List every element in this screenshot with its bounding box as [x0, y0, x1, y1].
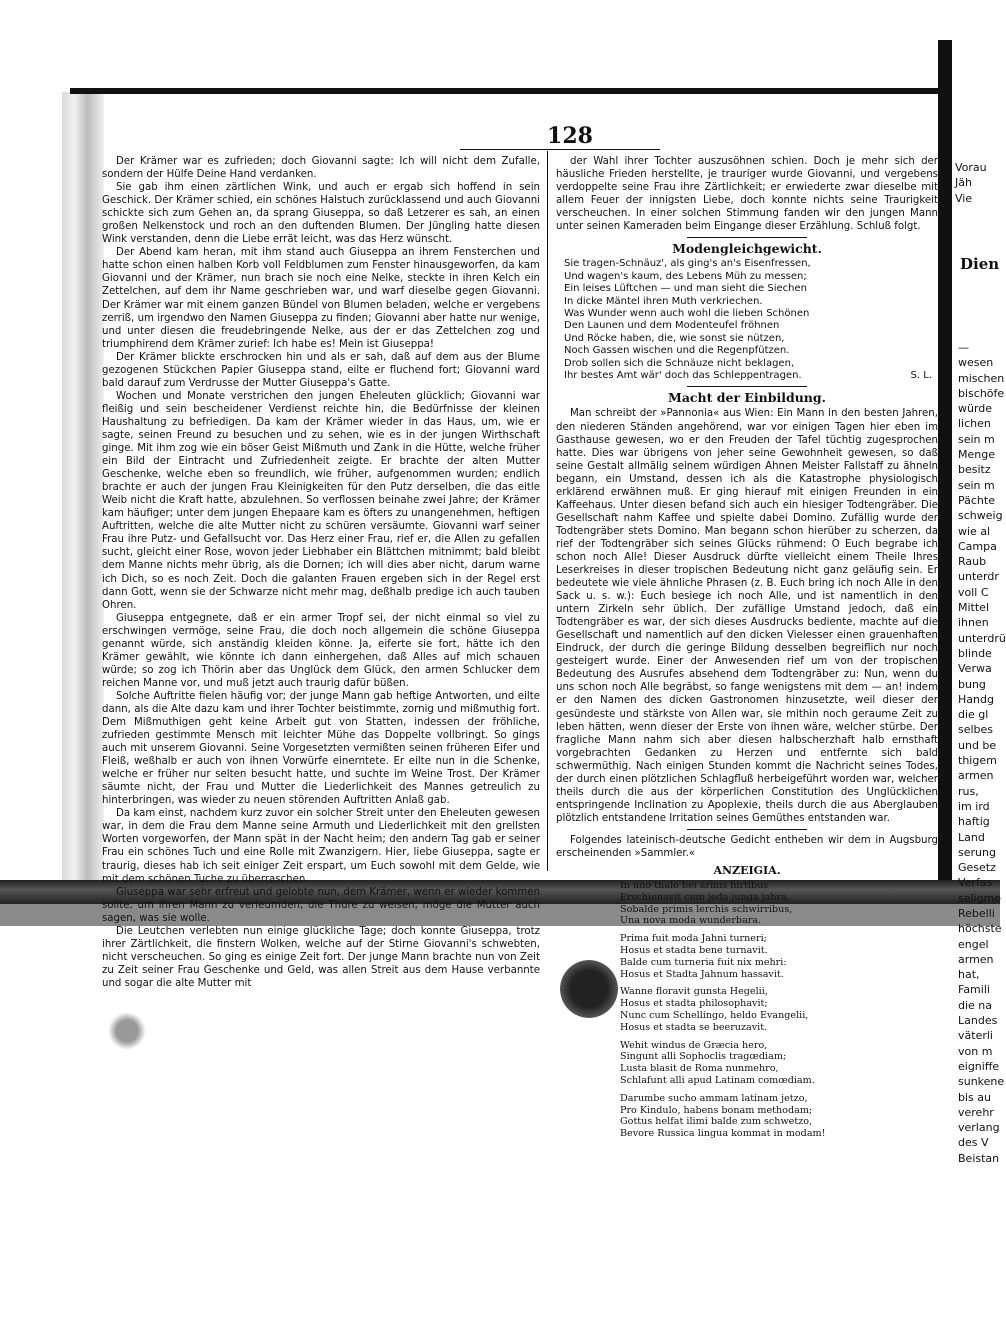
- page-gutter: [938, 40, 952, 920]
- fragment-line: Campa: [958, 539, 997, 553]
- fragment-line: sein m: [958, 478, 995, 492]
- next-page-fragment-body: [958, 340, 1006, 1166]
- fragment-line: verehr: [958, 1105, 994, 1119]
- fragment-line: Handg: [958, 692, 994, 706]
- fragment-line: engel: [958, 937, 989, 951]
- fragment-line: besitz: [958, 463, 991, 477]
- latin-stanza: [620, 1093, 938, 1140]
- fragment-line: blinde: [958, 646, 992, 660]
- fragment-line: von m: [958, 1044, 993, 1058]
- latin-line: Balde cum turneria fuit nix mehri:: [620, 956, 787, 968]
- latin-line: Hosus et stadta philosophavit;: [620, 998, 768, 1010]
- fragment-line: Menge: [958, 448, 995, 462]
- fragment-line: bis au: [958, 1090, 991, 1104]
- latin-line: Schlafunt alli apud Latinam comœdiam.: [620, 1075, 815, 1087]
- intro-note: Folgendes lateinisch-deutsche Gedicht entheben wir dem in Augsburg erscheinenden »Sammler.«: [556, 834, 938, 859]
- latin-stanza: [620, 880, 938, 927]
- fragment-line: und be: [958, 738, 997, 752]
- fragment-line: die gl: [958, 708, 989, 722]
- latin-line: Sobalde primis lerchis schwirribus,: [620, 903, 793, 915]
- latin-line: Bevore Russica lingua kommat in modam!: [620, 1128, 826, 1140]
- page-number: 128: [547, 123, 593, 149]
- fragment-line: thigem: [958, 754, 997, 768]
- ink-blot: [560, 960, 618, 1018]
- newspaper-page: [100, 95, 940, 1140]
- left-paragraph: Giuseppa entgegnete, daß er ein armer Tropf sei, der nicht einmal so viel zu erschwingen vermöge, seine Frau, die doch noch allgemein die schöne Giuseppa genannt würde, sich anständig kleiden könne. Ja, eiferte sie fort, hätte ich den Krämer gewählt, wie könnte ich dann einhergehen, daß Alles auf mich schauen würde; so zog ich Thörin aber das Unglück dem Glück, den armen Schlucker dem reichen Manne vor, und muß jetzt auch traurig dafür büßen.: [102, 612, 540, 689]
- fragment-line: voll C: [958, 585, 989, 599]
- left-paragraph: Da kam einst, nachdem kurz zuvor ein solcher Streit unter den Eheleuten gewesen war, in dem die Frau dem Manne seine Armuth und Liederlichkeit mit den grellsten Worten vorgeworfen, der Mann spät in der Nacht heim; den andern Tag gab er seiner Frau ein schönes Tuch und eine Rolle mit Zwanzigern. Hier, liebe Giuseppa, sagte er traurig, dieses hab ich seit einiger Zeit erspart, um Euch sowohl mit dem Gelde, wie mit dem schönen Tuche zu überraschen.: [102, 808, 540, 885]
- poem-title: Modengleichgewicht.: [672, 241, 822, 257]
- fragment-line: hat,: [958, 968, 980, 982]
- latin-stanza: [620, 1040, 938, 1087]
- left-paragraph: Der Abend kam heran, mit ihm stand auch Giuseppa an ihrem Fensterchen und hatte schon einen halben Korb voll Feldblumen zum Fenster hinausgeworfen, da kam Giovanni und der Krämer, nun brach sie noch eine Nelke, steckte in ihren Kelch ein Zettelchen, auf dem ihr Name geschrieben war, und warf dieselbe gegen Giovanni. Der Krämer war mit einem ganzen Bündel von Blumen beladen, welche er vergebens zerriß, um irgendwo den Namen Giuseppa zu finden; Giovanni aber hatte nur wenige, und unter diesen die freudebringende Nelke, aus der er das Zettelchen zog und triumphirend dem Krämer zurief: Ich habe es! Mein ist Giuseppa!: [102, 247, 540, 350]
- latin-line: Hosus et Stadta Jahnum hassavit.: [620, 968, 784, 980]
- fragment-line: armen: [958, 952, 994, 966]
- latin-line: Lusta blasit de Roma nunmehro,: [620, 1063, 779, 1075]
- fragment-line: selbes: [958, 723, 994, 737]
- latin-stanza: [620, 986, 938, 1033]
- section-rule: [687, 829, 807, 830]
- fragment-line: im ird: [958, 799, 990, 813]
- fragment-line: rus,: [958, 784, 979, 798]
- fragment-line: bung: [958, 677, 986, 691]
- fragment-line: Jäh: [955, 176, 972, 190]
- article-title: Macht der Einbildung.: [667, 390, 826, 406]
- fragment-line: haftig: [958, 815, 990, 829]
- left-paragraph: Sie gab ihm einen zärtlichen Wink, und auch er ergab sich hoffend in sein Geschick. Der Krämer schied, ein schönes Halstuch zurücklassend und auch Giovanni schickte sich zum Gehen an, da sprang Giuseppa, so daß Letzerer es sah, an einen großen Nelkenstock und roch an den duftenden Blumen. Der Jüngling hatte diesen Wink verstanden, denn die Liebe errät leicht, was das Herz wünscht.: [102, 182, 540, 246]
- fragment-line: unterdr: [958, 570, 999, 584]
- fragment-line: schweig: [958, 509, 1003, 523]
- poem-line: Den Launen und dem Modenteufel fröhnen: [564, 320, 780, 332]
- fragment-line: wesen: [958, 356, 994, 370]
- left-paragraph: Die Leutchen verlebten nun einige glückliche Tage; doch konnte Giuseppa, trotz ihrer Zärtlichkeit, die finstern Wolken, welche auf der Stirne Giovanni's schwebten, nicht verscheuchen. So ging es einige Zeit fort. Der junge Mann brachte nun von Zeit zu Zeit seiner Frau Geschenke und Geld, was allen Streit aus dem Hause verbannte und sogar die alte Mutter mit: [102, 925, 540, 989]
- poem-line: Sie tragen-Schnäuz', als ging's an's Eisenfressen,: [564, 258, 811, 270]
- latin-line: Singunt alli Sophoclis tragœdiam;: [620, 1051, 787, 1063]
- fragment-line: väterli: [958, 1029, 993, 1043]
- fragment-line: eigniffe: [958, 1059, 1000, 1073]
- fragment-line: unterdrü: [958, 631, 1006, 645]
- latin-poem: [620, 880, 938, 1140]
- left-paragraph: Wochen und Monate verstrichen den jungen Eheleuten glücklich; Giovanni war fleißig und sein bescheidener Verdienst reichte hin, die Bedürfnisse der kleinen Haushaltung zu befriedigen. Da kam der Krämer wieder in das Haus, um, wie er sagte, seinen Freund zu besuchen und zu sehen, wie es in der jungen Wirthschaft ginge. Mit ihm zog wie ein böser Geist Mißmuth und Zank in die Hütte, welche früher ein Bild der Eintracht und Zufriedenheit zeigte. Er brachte der alten Mutter Geschenke, welche eben so freundlich, wie früher, aufgenommen wurden; endlich brachte er auch der jungen Frau Kleinigkeiten für den Putz derselben, die das eitle Weib nicht die Kraft hatte, abzulehnen. So verflossen beinahe zwei Jahre; der Krämer kam häufiger; unter dem jungen Ehepaare kam es öfters zu unangenehmen, heftigen Auftritten, welche die alte Mutter nicht zu schüren versäumte. Giovanni warf seiner Frau ihre Putz- und Gefallsucht vor. Das Herz einer Frau, rief er, die Allen zu gefallen sucht, gleicht einer Rose, wovon jeder Liebhaber ein Blättchen mitnimmt; bald bleibt dem Manne nichts mehr übrig, als die Dornen; ich will dies aber nicht, darum warne ich Dich, so es noch Zeit. Doch die galanten Frauen ergeben sich in der Regel erst dann Gott, wenn sie der Schwarze nicht mehr mag, deßhalb predige ich auch tauben Ohren.: [102, 390, 540, 611]
- poem-line: Ihr bestes Amt wär' doch das Schleppentragen.: [564, 369, 802, 381]
- fragment-line: verlang: [958, 1121, 1000, 1135]
- latin-line: Gottus helfat ilimi balde zum schwetzo,: [620, 1116, 813, 1128]
- fragment-line: armen: [958, 769, 994, 783]
- fragment-line: Gesetz: [958, 861, 996, 875]
- fragment-line: Vie: [955, 191, 973, 205]
- latin-stanza: [620, 933, 938, 980]
- article-text: Man schreibt der »Pannonia« aus Wien: Ein Mann in den besten Jahren, den niederen Ständen angehörend, war vor einigen Tagen hier eben im Gasthause gewesen, wo er den Freuden der Tafel tüchtig zugesprochen hatte. Dies war übrigens von jeher seine Gewohnheit gewesen, so daß seine Gestalt allmälig seinem würdigen Ahnen Meister Fallstaff zu ähneln begann, ein Umstand, dessen ich als die Katastrophe physiologisch erklärend erwähnen muß. Er ging hierauf mit einigen Freunden in ein Kaffeehaus. Unter diesen befand sich auch ein hiesiger Todtengräber. Die Gesellschaft nahm Kaffee und spielte dabei Domino. Zufällig wurde der Todtengräber stets Domino. Man begann schon hierüber zu scherzen, da rief der Todtengräber sich seines Glücks rühmend: O Euch begrabe ich schon noch Alle! Dieser Ausdruck dürfte vielleicht einem Theile Ihres Leserkreises in dieser tropischen Bedeutung nicht ganz geläufig sein. Er bedeutete wie viele ähnliche Phrasen (z. B. Euch bring ich noch Alle in den Sack u. s. w.): Euch besiege ich noch Alle, und ist namentlich in den untern Zirkeln sehr üblich. Der zufällige Umstand jedoch, daß ein Todtengräber es war, der sich dieses Ausdrucks bediente, machte auf die Gesellschaft und namentlich auf den dicken Vielesser einen grauenhaften Eindruck, der durch die geringe Bildung desselben begreiflich nur noch gesteigert wurde. Einer der Anwesenden rief um von der tropischen Bedeutung des Ausrufes absehend dem Todtengräber zu: Nun, wenn du uns schon noch Alle begräbst, so fange wenigstens mit dem — an! indem er den Namen des dicken Gastronomen hinzusetzte, weil dieser der gesündeste und stärkste von Allen war, sie mithin noch geraume Zeit zu leben hätten, wenn dieser der Erste von ihnen wäre, welcher stürbe. Der fragliche Mann nahm sich aber diesen halbscherzhaft halb ernsthaft vorgebrachten Gedanken zu Herzen und entfernte sich bald schwermüthig. Nach einigen Stunden kommt die Nachricht seines Todes, der durch einen plötzlichen Schlagfluß herbeigeführt worden war, welcher theils durch die aus der körperlichen Constitution des Unglücklichen entspringende Inclination zu Apoplexie, theils durch die aus Aberglauben plötzlich entstandene Irritation seines Gemüthes entstanden war.: [556, 408, 938, 824]
- poem-line: In dicke Mäntel ihren Muth verkriechen.: [564, 295, 763, 307]
- poem-line: Drob sollen sich die Schnäuze nicht beklagen,: [564, 357, 795, 369]
- latin-line: Una nova moda wunderbara.: [620, 915, 762, 927]
- fragment-line: sein m: [958, 432, 995, 446]
- story-continuation-text: der Wahl ihrer Tochter auszusöhnen schien. Doch je mehr sich der häusliche Frieden herstellte, je trauriger wurde Giovanni, und vergebens verdoppelte seine Frau ihre Zärtlichkeit; er erwiederte zwar dieselbe mit allem Feuer der innigsten Liebe, doch konnte nichts seine Traurigkeit verscheuchen. In einer solchen Stimmung fanden wir den jungen Mann unter seinen Kameraden beim Eingange dieser Erzählung.: [556, 156, 938, 233]
- left-paragraph: Der Krämer blickte erschrocken hin und als er sah, daß auf dem aus der Blume gezogenen Stückchen Papier Giuseppa stand, eilte er fluchend fort; Giovanni ward bald darauf zum Verdrusse der Mutter Giuseppa's Gatte.: [102, 351, 540, 389]
- fragment-line: die na: [958, 998, 993, 1012]
- poem-line: Ein leises Lüftchen — und man sieht die Siechen: [564, 283, 807, 295]
- latin-line: Hosus et stadta se beeruzavit.: [620, 1021, 768, 1033]
- section-rule: [687, 237, 807, 238]
- fragment-line: höchste: [958, 922, 1002, 936]
- poem-line: Und Röcke haben, die, wie sonst sie nützen,: [564, 332, 785, 344]
- poem-line: Noch Gassen wischen und die Regenpfützen.: [564, 345, 790, 357]
- fragment-line: Landes: [958, 1014, 998, 1028]
- left-paragraph: Der Krämer war es zufrieden; doch Giovanni sagte: Ich will nicht dem Zufalle, sondern der Hülfe Deine Hand verdanken.: [102, 156, 540, 181]
- fragment-line: Verwa: [958, 662, 992, 676]
- fragment-line: Raub: [958, 555, 987, 569]
- fragment-line: Beistan: [958, 1151, 1000, 1165]
- poem-line: Was Wunder wenn auch wohl die lieben Schönen: [564, 307, 810, 319]
- latin-line: Erschienavit cum jeda junga jahra,: [620, 891, 790, 903]
- fragment-line: bischöfe: [958, 386, 1005, 400]
- ink-smudge: [108, 1012, 146, 1050]
- left-column: [102, 155, 540, 990]
- fragment-line: Rebelli: [958, 906, 995, 920]
- fragment-line: würde: [958, 402, 993, 416]
- latin-poem-title: ANZEIGIA.: [713, 864, 781, 878]
- top-page-rule: [70, 88, 940, 94]
- fragment-line: Pächte: [958, 493, 995, 507]
- fragment-line: mischen: [958, 371, 1005, 385]
- fragment-line: Mittel: [958, 601, 989, 615]
- fragment-line: wie al: [958, 524, 991, 538]
- latin-line: Darumbe sucho ammam latinam jetzo,: [620, 1092, 808, 1104]
- fragment-line: seligme: [958, 891, 1002, 905]
- fragment-line: Vorau: [955, 161, 987, 174]
- fragment-line: sunkene: [958, 1075, 1005, 1089]
- fragment-line: des V: [958, 1136, 989, 1150]
- latin-line: Wehit windus de Græcia hero,: [620, 1039, 768, 1051]
- fragment-line: serung: [958, 845, 996, 859]
- left-paragraph: Giuseppa war sehr erfreut und gelobte nun, dem Krämer, wenn er wieder kommen sollte, um ihren Mann zu verleumden, die Thüre zu weisen, möge die Mutter auch sagen, was sie wolle.: [102, 886, 540, 924]
- page-number-rule: [460, 149, 660, 150]
- continuation-note: Schluß folgt.: [856, 221, 921, 233]
- fragment-line: Verfas: [958, 876, 993, 890]
- left-paragraph: Solche Auftritte fielen häufig vor; der junge Mann gab heftige Antworten, und eilte dann, als die Alte dazu kam und ihrer Tochter beistimmte, zornig und mißmuthig fort. Dem Mißmuthigen geht keine Arbeit gut von Statten, indessen der fröhliche, zufrieden gestimmte Mensch mit leichter Mühe das Doppelte vollbringt. So gings auch mit unserem Giovanni. Seine Vorgesetzten vermißten seinen früheren Eifer und Fleiß, weßhalb er auch von ihnen Vorwürfe einerntete. Er eilte nun in die Schenke, welche er früher nur selten besucht hatte, und suchte im Weine Trost. Der Krämer säumte nicht, der Frau und Mutter die Liederlichkeit des Mannes getreulich zu hinterbringen, was wieder zu neuen störenden Auftritten Anlaß gab.: [102, 690, 540, 807]
- fragment-line: Land: [958, 830, 985, 844]
- book-spine-shadow: [62, 92, 104, 892]
- latin-line: Prima fuit moda Jahni turneri;: [620, 933, 767, 945]
- poem-signature: S. L.: [910, 370, 932, 381]
- latin-line: Nunc cum Schellingo, heldo Evangelii,: [620, 1010, 809, 1022]
- poem-line: Und wagen's kaum, des Lebens Müh zu messen;: [564, 270, 807, 282]
- column-divider: [547, 151, 548, 871]
- latin-line: Pro Kindulo, habens bonam methodam;: [620, 1104, 813, 1116]
- latin-line: Hosus et stadta bene turnavit.: [620, 945, 768, 957]
- latin-line: In uno thalo bei armis hirtibus: [620, 880, 769, 892]
- next-page-fragment-heading: Dien: [960, 255, 1000, 273]
- fragment-line: lichen: [958, 417, 991, 431]
- latin-line: Wanne floravit gunsta Hegelii,: [620, 986, 768, 998]
- next-page-fragment-top: [955, 160, 1000, 206]
- fragment-line: ihnen: [958, 616, 989, 630]
- fragment-line: —: [958, 341, 969, 354]
- fragment-line: Famili: [958, 983, 990, 997]
- poem: [564, 258, 938, 382]
- section-rule: [687, 386, 807, 387]
- story-continuation: [556, 155, 938, 233]
